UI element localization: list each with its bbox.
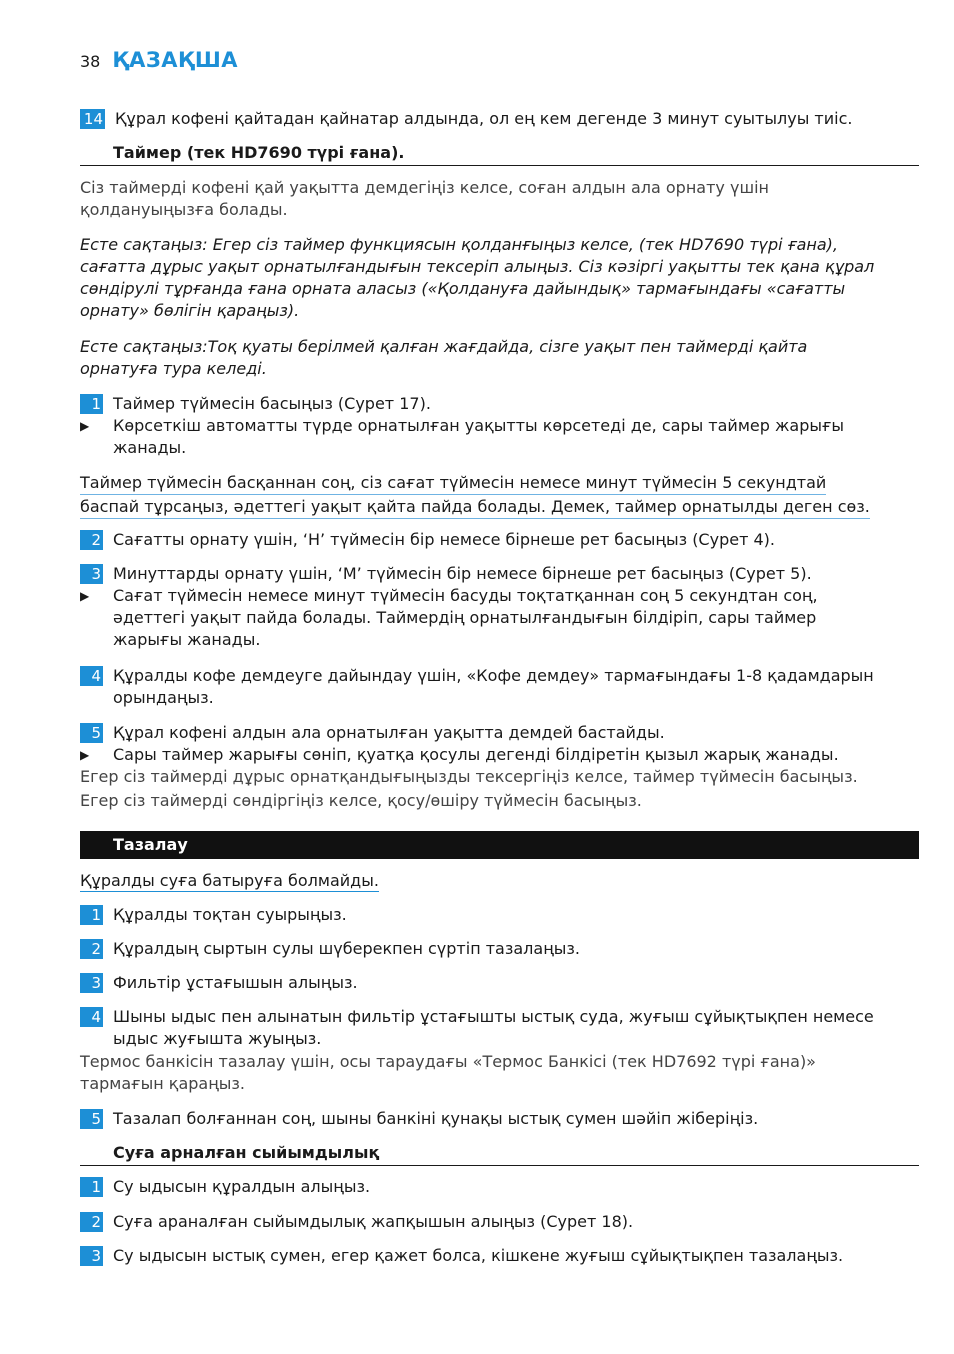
warning-line-1: Таймер түймесін басқаннан соң, сіз сағат түймесін немесе минут түймесін 5 секундтай: [80, 471, 826, 495]
right-triangle-bullet-icon: ▶: [80, 419, 90, 433]
cleaning-step-1: [80, 904, 886, 926]
timer-step-3: [80, 563, 886, 585]
water-step-1: [80, 1176, 886, 1198]
timer-heading: Таймер (тек HD7690 түрі ғана).: [80, 142, 919, 166]
page-number: 38: [80, 52, 101, 71]
water-step-3: [80, 1245, 886, 1267]
timer-bullet-5: [80, 744, 886, 766]
step-14: [80, 108, 886, 130]
cleaning-warning: [80, 870, 886, 892]
step-number: 4: [80, 1007, 103, 1027]
step-number: 1: [80, 394, 103, 414]
language-title: ҚАЗАҚША: [112, 48, 239, 72]
warning-line-2: баспай тұрсаңыз, әдеттегі уақыт қайта пайда болады. Демек, таймер орнатылды деген сөз.: [80, 495, 870, 519]
timer-intro: Сіз таймерді кофені қай уақытта демдегіңіз келсе, соған алдын ала орнату үшін қолдануыңызға болады.: [80, 178, 769, 219]
timer-bullet-3: [80, 585, 886, 651]
timer-step-2: [80, 529, 886, 551]
cleaning-thermos-note: Термос банкісін тазалау үшін, осы тараудағы «Термос Банкісі (тек HD7692 түрі ғана)» тармағын қараңыз.: [80, 1052, 816, 1093]
page-header: [80, 48, 238, 72]
timer-note-2: Есте сақтаңыз:Тоқ қуаты берілмей қалған жағдайда, сізге уақыт пен таймерді қайта орнатуға тура келеді.: [80, 337, 808, 378]
step-text: Фильтір ұстағышын алыңыз.: [113, 973, 358, 992]
step-number: 1: [80, 905, 103, 925]
step-text: Құралдың сыртын сулы шүберекпен сүртіп тазалаңыз.: [113, 939, 580, 958]
cleaning-step-2: [80, 938, 886, 960]
timer-bullet-1: [80, 415, 886, 459]
bullet-text: Көрсеткіш автоматты түрде орнатылған уақытты көрсетеді де, сары таймер жарығы жанады.: [113, 416, 845, 457]
cleaning-step-3: [80, 972, 886, 994]
bullet-text: Сағат түймесін немесе минут түймесін басуды тоқтатқаннан соң 5 секундтан соң, әдеттегі уақыт пайда болады. Таймердің орнатылғандығын білдіріп, сары таймер жарығы жанады.: [113, 586, 818, 649]
step-text: Құралды кофе демдеуге дайындау үшін, «Кофе демдеу» тармағындағы 1-8 қадамдарын орындаңыз.: [113, 666, 874, 707]
step-text: Құралды тоқтан суырыңыз.: [113, 905, 347, 924]
step-number: 5: [80, 723, 103, 743]
water-tank-heading: Суға арналған сыйымдылық: [80, 1142, 919, 1166]
cleaning-warning-text: Құралды суға батыруға болмайды.: [80, 871, 379, 890]
cleaning-step-5: [80, 1108, 886, 1130]
step-number: 1: [80, 1177, 103, 1197]
step-text: Суға араналған сыйымдылық жапқышын алыңыз (Сурет 18).: [113, 1212, 634, 1231]
timer-after-1: Егер сіз таймерді дұрыс орнатқандығыңызды тексергіңіз келсе, таймер түймесін басыңыз.: [80, 767, 858, 786]
timer-warning: [80, 471, 886, 519]
timer-step-5: [80, 722, 886, 744]
step-number: 3: [80, 973, 103, 993]
cleaning-section-heading: Тазалау: [80, 831, 919, 859]
timer-step-1: [80, 393, 886, 415]
timer-step-4: [80, 665, 886, 709]
right-triangle-bullet-icon: ▶: [80, 589, 90, 603]
timer-after-2: Егер сіз таймерді сөндіргіңіз келсе, қосу/өшіру түймесін басыңыз.: [80, 791, 642, 810]
step-number: 2: [80, 530, 103, 550]
right-triangle-bullet-icon: ▶: [80, 748, 90, 762]
bullet-text: Сары таймер жарығы сөніп, қуатқа қосулы дегенді білдіретін қызыл жарық жанады.: [113, 745, 839, 764]
timer-note-1: Есте сақтаңыз: Егер сіз таймер функциясын қолданғыңыз келсе, (тек HD7690 түрі ғана), сағатта дұрыс уақыт орнатылғандығын тексеріп алыңыз. Сіз кәзіргі уақытты тек қана құрал сөндірулі тұрғанда ғана орната аласыз («Қолдануға дайындық» тармағындағы «сағатты орнату» бөлігін қараңыз).: [80, 235, 875, 320]
water-step-2: [80, 1211, 886, 1233]
step-number: 2: [80, 1212, 103, 1232]
step-number: 14: [80, 109, 105, 129]
step-number: 5: [80, 1109, 103, 1129]
step-text: Су ыдысын құралдын алыңыз.: [113, 1177, 371, 1196]
step-text: Құрал кофені алдын ала орнатылған уақытта демдей бастайды.: [113, 723, 665, 742]
step-text: Құрал кофені қайтадан қайнатар алдында, ол ең кем дегенде 3 минут суытылуы тиіс.: [115, 109, 853, 128]
step-text: Тазалап болғаннан соң, шыны банкіні қунақы ыстық сумен шәйіп жіберіңіз.: [113, 1109, 759, 1128]
cleaning-step-4: [80, 1006, 886, 1050]
step-number: 3: [80, 1246, 103, 1266]
step-text: Таймер түймесін басыңыз (Сурет 17).: [113, 394, 431, 413]
step-text: Минуттарды орнату үшін, ‘M’ түймесін бір немесе бірнеше рет басыңыз (Сурет 5).: [113, 564, 812, 583]
step-text: Шыны ыдыс пен алынатын фильтір ұстағышты ыстық суда, жуғыш сұйықтықпен немесе ыдыс жуғышта жуыңыз.: [113, 1007, 874, 1048]
step-text: Су ыдысын ыстық сумен, егер қажет болса, кішкене жуғыш сұйықтықпен тазалаңыз.: [113, 1246, 844, 1265]
step-number: 2: [80, 939, 103, 959]
step-number: 3: [80, 564, 103, 584]
step-number: 4: [80, 666, 103, 686]
step-text: Сағатты орнату үшін, ‘H’ түймесін бір немесе бірнеше рет басыңыз (Сурет 4).: [113, 530, 775, 549]
